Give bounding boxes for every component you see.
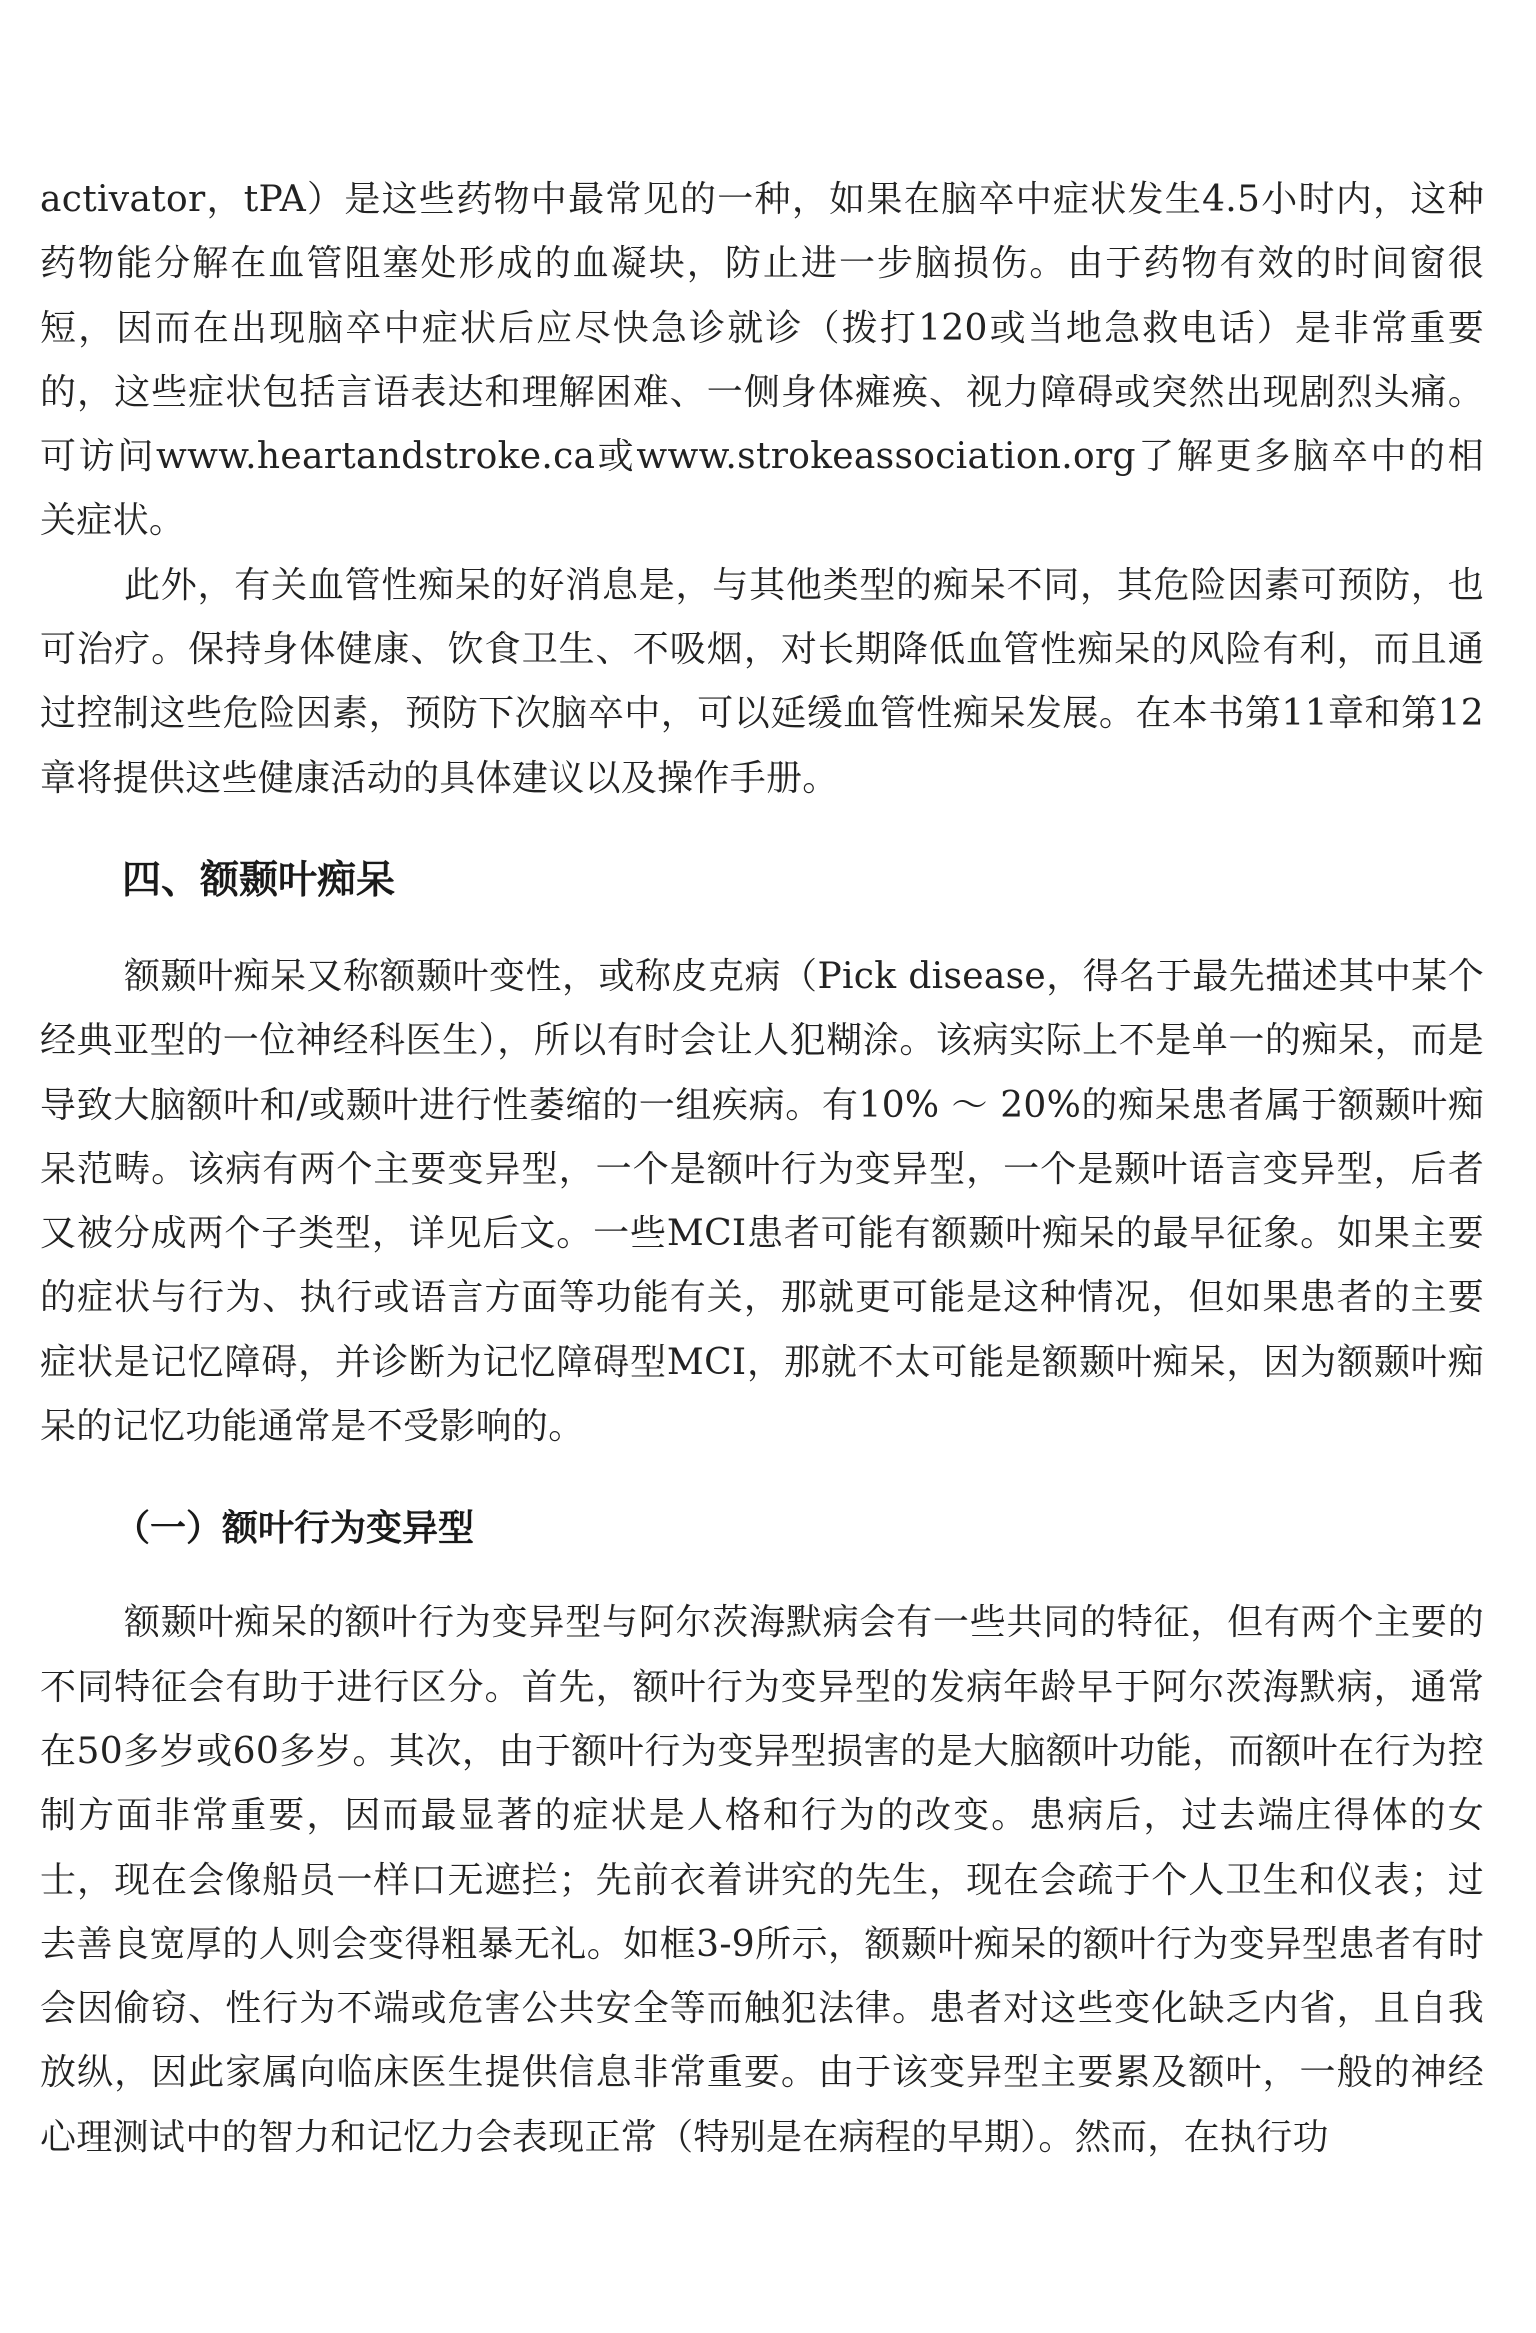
body-paragraph-behavioral-variant: 额颞叶痴呆的额叶行为变异型与阿尔茨海默病会有一些共同的特征，但有两个主要的不同特征会有助于进行区分。首先，额叶行为变异型的发病年龄早于阿尔茨海默病，通常在50多岁或60多岁。其次，由于额叶行为变异型损害的是大脑额叶功能，而额叶在行为控制方面非常重要，因而最显著的症状是人格和行为的改变。患病后，过去端庄得体的女士，现在会像船员一样口无遮拦；先前衣着讲究的先生，现在会疏于个人卫生和仪表；过去善良宽厚的人则会变得粗暴无礼。如框3-9所示，额颞叶痴呆的额叶行为变异型患者有时会因偷窃、性行为不端或危害公共安全等而触犯法律。患者对这些变化缺乏内省，且自我放纵，因此家属向临床医生提供信息非常重要。由于该变异型主要累及额叶，一般的神经心理测试中的智力和记忆力会表现正常（特别是在病程的早期）。然而，在执行功 — [40, 1602, 1484, 2158]
body-paragraph-vascular-prevention: 此外，有关血管性痴呆的好消息是，与其他类型的痴呆不同，其危险因素可预防，也可治疗。保持身体健康、饮食卫生、不吸烟，对长期降低血管性痴呆的风险有利，而且通过控制这些危险因素，预防下次脑卒中，可以延缓血管性痴呆发展。在本书第11章和第12章将提供这些健康活动的具体建议以及操作手册。 — [40, 564, 1484, 799]
body-paragraph-ftd-intro: 额颞叶痴呆又称额颞叶变性，或称皮克病（Pick disease，得名于最先描述其中某个经典亚型的一位神经科医生），所以有时会让人犯糊涂。该病实际上不是单一的痴呆，而是导致大脑额叶和/或颞叶进行性萎缩的一组疾病。有10% ～ 20%的痴呆患者属于额颞叶痴呆范畴。该病有两个主要变异型，一个是额叶行为变异型，一个是颞叶语言变异型，后者又被分成两个子类型，详见后文。一些MCI患者可能有额颞叶痴呆的最早征象。如果主要的症状与行为、执行或语言方面等功能有关，那就更可能是这种情况，但如果患者的主要症状是记忆障碍，并诊断为记忆障碍型MCI，那就不太可能是额颞叶痴呆，因为额颞叶痴呆的记忆功能通常是不受影响的。 — [40, 955, 1484, 1448]
section-heading: 四、额颞叶痴呆 — [122, 857, 396, 903]
subsection-heading: （一）额叶行为变异型 — [114, 1508, 475, 1550]
body-paragraph-tpa: activator，tPA）是这些药物中最常见的一种，如果在脑卒中症状发生4.5小时内，这种药物能分解在血管阻塞处形成的血凝块，防止进一步脑损伤。由于药物有效的时间窗很短，因而在出现脑卒中症状后应尽快急诊就诊（拨打120或当地急救电话）是非常重要的，这些症状包括言语表达和理解困难、一侧身体瘫痪、视力障碍或突然出现剧烈头痛。可访问www.heartandstroke.ca或www.strokeassociation.org了解更多脑卒中的相关症状。 — [40, 179, 1484, 542]
